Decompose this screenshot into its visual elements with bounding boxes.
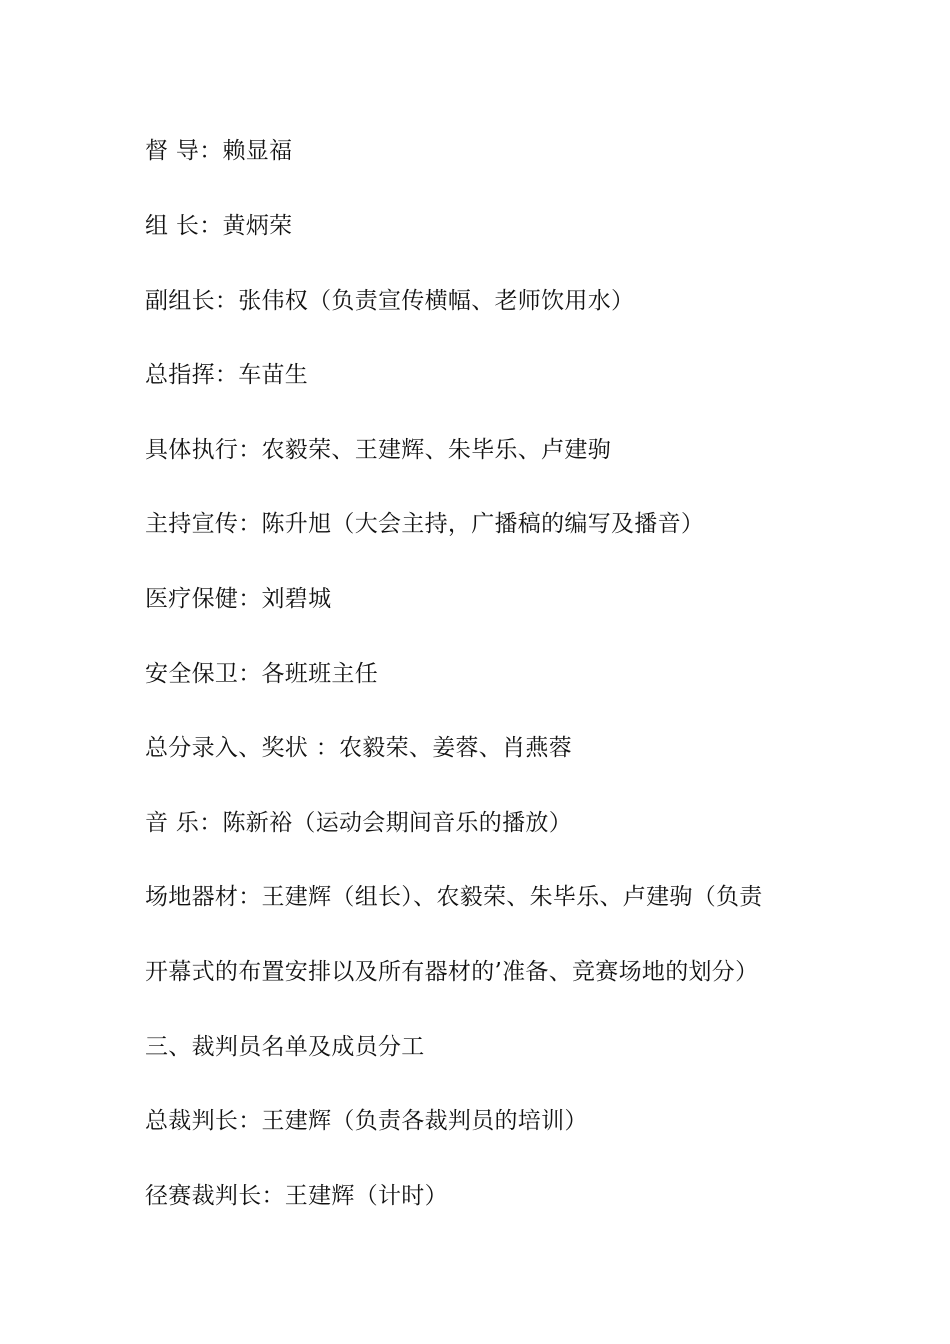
score-entry-line: 总分录入、奖状 ：农毅荣、姜蓉、肖燕蓉: [145, 735, 573, 761]
executors-line: 具体执行：农毅荣、王建辉、朱毕乐、卢建驹: [145, 437, 611, 463]
security-line: 安全保卫：各班班主任: [145, 661, 378, 687]
music-line: 音 乐：陈新裕（运动会期间音乐的播放）: [145, 810, 573, 836]
track-referee-line: 径赛裁判长：王建辉（计时）: [145, 1183, 448, 1209]
supervisor-line: 督 导：赖显福: [145, 138, 293, 164]
section-heading: 三、裁判员名单及成员分工: [145, 1034, 425, 1060]
chief-referee-line: 总裁判长：王建辉（负责各裁判员的培训）: [145, 1108, 588, 1134]
commander-line: 总指挥：车苗生: [145, 362, 309, 388]
venue-equipment-continued-line: 开幕式的布置安排以及所有器材的’准备、竞赛场地的划分）: [145, 959, 759, 985]
host-publicity-line: 主持宣传：陈升旭（大会主持，广播稿的编写及播音）: [145, 511, 705, 537]
venue-equipment-line: 场地器材：王建辉（组长）、农毅荣、朱毕乐、卢建驹（负责: [145, 884, 763, 910]
medical-line: 医疗保健：刘碧城: [145, 586, 332, 612]
deputy-leader-line: 副组长：张伟权（负责宣传横幅、老师饮用水）: [145, 288, 635, 314]
group-leader-line: 组 长：黄炳荣: [145, 213, 293, 239]
